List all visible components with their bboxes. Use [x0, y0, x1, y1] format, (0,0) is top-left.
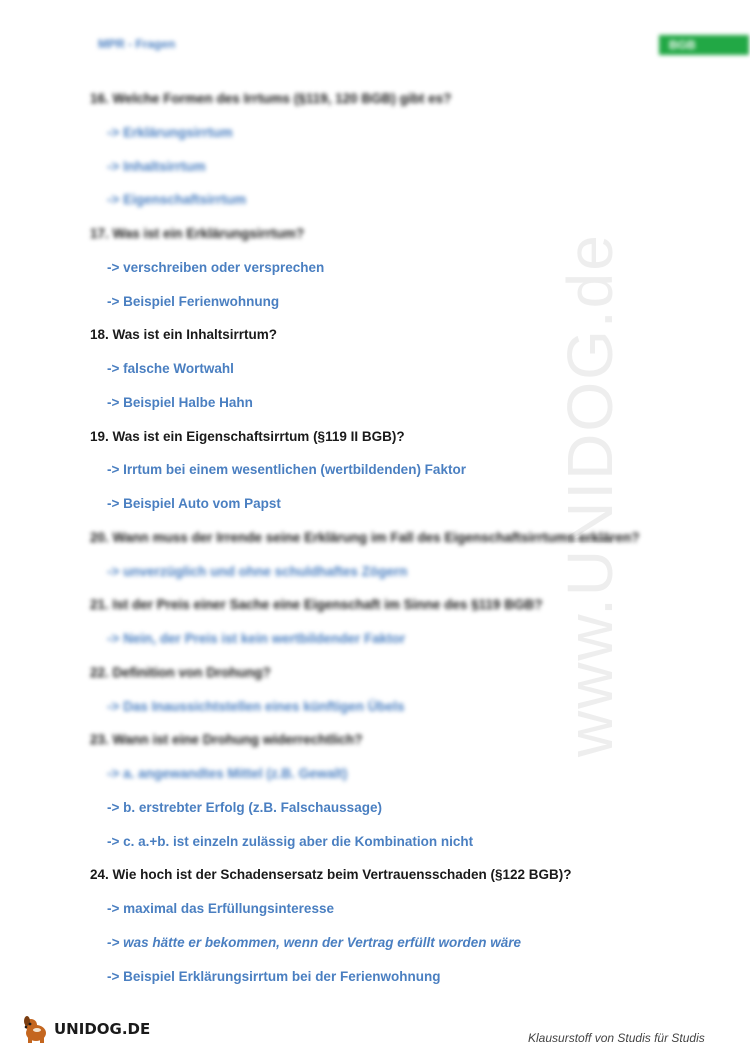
question-line: 20. Wann muss der Irrende seine Erklärung im Fall des Eigenschaftsirrtums erklären?: [90, 529, 640, 545]
answer-line: -> Irrtum bei einem wesentlichen (wertbildenden) Faktor: [107, 462, 466, 478]
answer-line: -> verschreiben oder versprechen: [107, 259, 325, 275]
answer-line: -> a. angewandtes Mittel (z.B. Gewalt): [107, 766, 348, 781]
answer-line: -> b. erstrebter Erfolg (z.B. Falschaussage): [107, 799, 382, 815]
answer-line: -> Inhaltsirrtum: [107, 158, 206, 174]
answer-line: -> Nein, der Preis ist kein wertbildender Faktor: [107, 631, 406, 646]
footer-tagline: Klausurstoff von Studis für Studis: [528, 1031, 705, 1045]
answer-line: -> Das Inaussichtstellen eines künftigen Übels: [107, 698, 405, 714]
question-line: 24. Wie hoch ist der Schadensersatz beim Vertrauensschaden (§122 BGB)?: [90, 867, 572, 883]
question-line: 22. Definition von Drohung?: [90, 664, 271, 680]
watermark: www.UNIDOG.de: [554, 233, 626, 757]
answer-line: -> Erklärungsirrtum: [107, 124, 233, 140]
question-line: 16. Welche Formen des Irrtums (§119, 120 BGB) gibt es?: [90, 91, 452, 106]
dog-logo-icon: [22, 1015, 52, 1043]
answer-line: -> falsche Wortwahl: [107, 361, 234, 376]
answer-line: -> c. a.+b. ist einzeln zulässig aber die Kombination nicht: [107, 833, 474, 849]
answer-line: -> Beispiel Ferienwohnung: [107, 293, 280, 309]
question-line: 21. Ist der Preis einer Sache eine Eigenschaft im Sinne des §119 BGB?: [90, 597, 543, 613]
answer-line: -> was hätte er bekommen, wenn der Vertrag erfüllt worden wäre: [107, 934, 521, 950]
footer-logo: [22, 1015, 150, 1043]
answer-line: -> unverzüglich und ohne schuldhaftes Zögern: [107, 563, 408, 579]
header-subject-badge: BGB: [659, 35, 749, 55]
header-left-title: MPR - Fragen: [98, 37, 176, 51]
question-line: 18. Was ist ein Inhaltsirrtum?: [90, 327, 278, 343]
answer-line: -> Beispiel Halbe Hahn: [107, 394, 253, 410]
answer-line: -> Beispiel Auto vom Papst: [107, 496, 281, 511]
answer-line: -> Beispiel Erklärungsirrtum bei der Ferienwohnung: [107, 968, 441, 984]
question-line: 23. Wann ist eine Drohung widerrechtlich?: [90, 732, 363, 748]
answer-line: -> maximal das Erfüllungsinteresse: [107, 901, 334, 916]
question-line: 19. Was ist ein Eigenschaftsirrtum (§119 II BGB)?: [90, 428, 405, 444]
footer-logo-text: UNIDOG.DE: [54, 1020, 151, 1038]
question-line: 17. Was ist ein Erklärungsirrtum?: [90, 226, 305, 241]
answer-line: -> Eigenschaftsirrtum: [107, 192, 247, 208]
